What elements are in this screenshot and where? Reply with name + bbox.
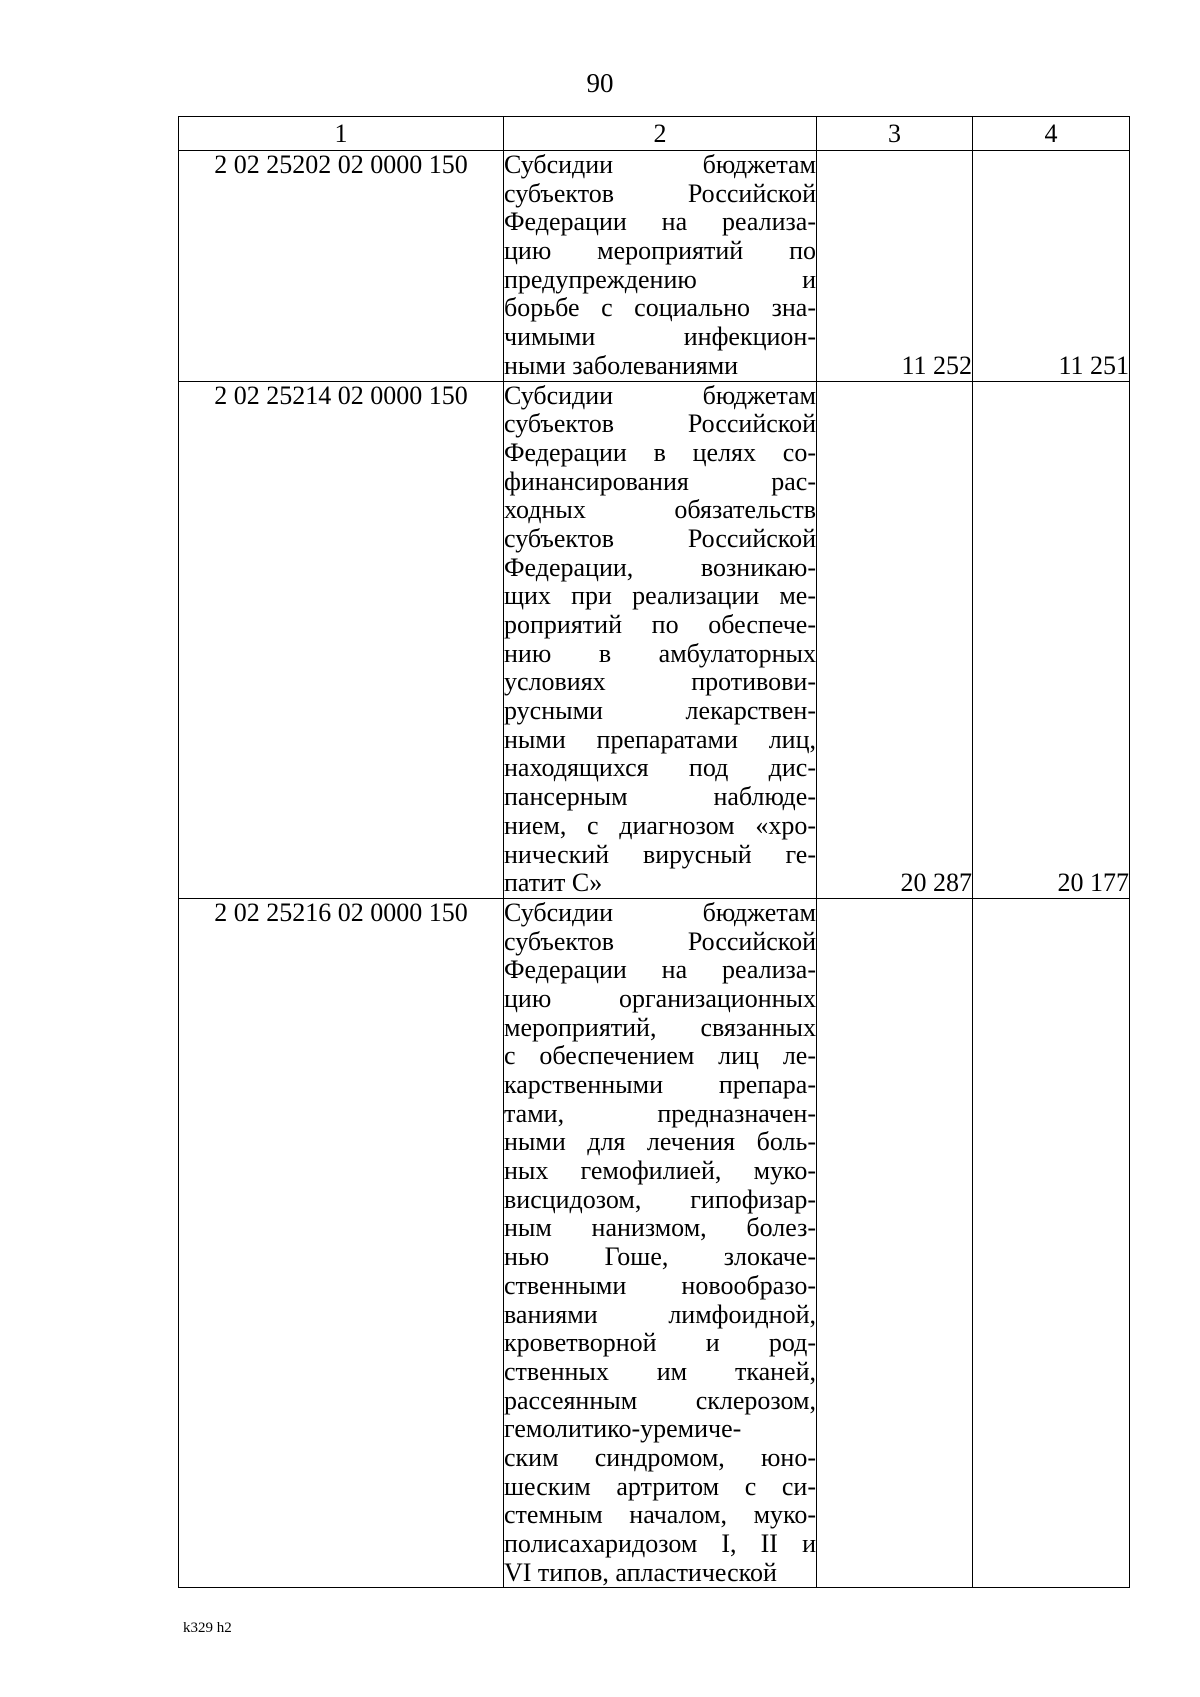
- description-line: Федерации на реализа-: [504, 207, 816, 237]
- description-line: карственными препара-: [504, 1070, 816, 1099]
- table-body: [179, 151, 1130, 1588]
- description-line: борьбе с социально зна-: [504, 293, 816, 323]
- description-line: ходных обязательств: [504, 495, 816, 525]
- description-line: субъектов Российской: [504, 409, 816, 439]
- description-line: Федерации в целях со-: [504, 437, 816, 467]
- budget-code-cell: 2 02 25216 02 0000 150: [179, 898, 504, 1588]
- header-col-2: 2: [504, 117, 817, 151]
- description-line: Федерации, возникаю-: [504, 552, 816, 582]
- description-line: рассеянным склерозом,: [504, 1385, 816, 1415]
- description-line: ным нанизмом, болез-: [504, 1213, 816, 1243]
- description-line: цию мероприятий по: [504, 236, 816, 266]
- description-line: тами, предназначен-: [504, 1098, 816, 1128]
- description-line: ных гемофилией, муко-: [504, 1156, 816, 1186]
- description-line: роприятий по обеспече-: [504, 610, 816, 639]
- description-line: ственных им тканей,: [504, 1356, 816, 1386]
- description-cell: [504, 898, 817, 1588]
- description-line: чимыми инфекцион-: [504, 322, 816, 352]
- description-line: полисахаридозом I, II и: [504, 1529, 816, 1558]
- description-line: мероприятий, связанных: [504, 1012, 816, 1042]
- header-col-3: 3: [817, 117, 973, 151]
- description-line: цию организационных: [504, 983, 816, 1013]
- description-line: предупреждению и: [504, 264, 816, 294]
- budget-table: [178, 116, 1130, 1588]
- description-line: субъектов Российской: [504, 178, 816, 208]
- header-col-4: 4: [973, 117, 1130, 151]
- table-row: [179, 898, 1130, 1588]
- description-line: финансирования рас-: [504, 466, 816, 496]
- description-cell: [504, 151, 817, 382]
- description-line: находящихся под дис-: [504, 753, 816, 783]
- header-row: [179, 117, 1130, 151]
- amount-col-4-cell: 20 177: [973, 381, 1130, 898]
- description-line: нием, с диагнозом «хро-: [504, 810, 816, 840]
- table-row: [179, 381, 1130, 898]
- description-line: нический вирусный ге-: [504, 839, 816, 869]
- description-cell: [504, 381, 817, 898]
- page-number: 90: [586, 68, 614, 98]
- description-line: нью Гоше, злокаче-: [504, 1242, 816, 1272]
- description-line: с обеспечением лиц ле-: [504, 1041, 816, 1071]
- description-line: стемным началом, муко-: [504, 1500, 816, 1530]
- description-line: пансерным наблюде-: [504, 782, 816, 812]
- description-line: ственными новообразо-: [504, 1270, 816, 1300]
- description-line: гемолитико-уремиче-: [504, 1414, 742, 1444]
- description-line: ским синдромом, юно-: [504, 1442, 816, 1472]
- description-line: VI типов, апластической: [504, 1557, 777, 1587]
- description-line: условиях противови-: [504, 667, 816, 697]
- description-line: субъектов Российской: [504, 926, 816, 956]
- amount-col-4-cell: [973, 898, 1130, 1588]
- description-line: ваниями лимфоидной,: [504, 1299, 816, 1329]
- amount-col-3-cell: [817, 898, 973, 1588]
- description-line: ными для лечения боль-: [504, 1127, 816, 1157]
- description-line: Федерации на реализа-: [504, 955, 816, 985]
- description-line: патит С»: [504, 868, 603, 898]
- description-line: ными заболеваниями: [504, 350, 739, 380]
- table-row: [179, 151, 1130, 382]
- description-line: субъектов Российской: [504, 523, 816, 553]
- description-line: висцидозом, гипофизар-: [504, 1184, 816, 1214]
- amount-col-3-cell: 20 287: [817, 381, 973, 898]
- document-footer-code: k329 h2: [183, 1620, 232, 1636]
- description-line: ными препаратами лиц,: [504, 724, 816, 754]
- description-line: Субсидии бюджетам: [504, 380, 816, 410]
- description-line: нию в амбулаторных: [504, 638, 816, 668]
- table-header: [179, 117, 1130, 151]
- amount-col-3-cell: 11 252: [817, 151, 973, 382]
- amount-col-4-cell: 11 251: [973, 151, 1130, 382]
- description-line: кроветворной и род-: [504, 1328, 816, 1358]
- budget-code-cell: 2 02 25214 02 0000 150: [179, 381, 504, 898]
- header-col-1: 1: [179, 117, 504, 151]
- description-line: русными лекарствен-: [504, 696, 816, 726]
- budget-code-cell: 2 02 25202 02 0000 150: [179, 151, 504, 382]
- description-line: Субсидии бюджетам: [504, 150, 816, 179]
- description-line: щих при реализации ме-: [504, 581, 816, 611]
- description-line: Субсидии бюджетам: [504, 897, 816, 927]
- description-line: шеским артритом с си-: [504, 1471, 816, 1501]
